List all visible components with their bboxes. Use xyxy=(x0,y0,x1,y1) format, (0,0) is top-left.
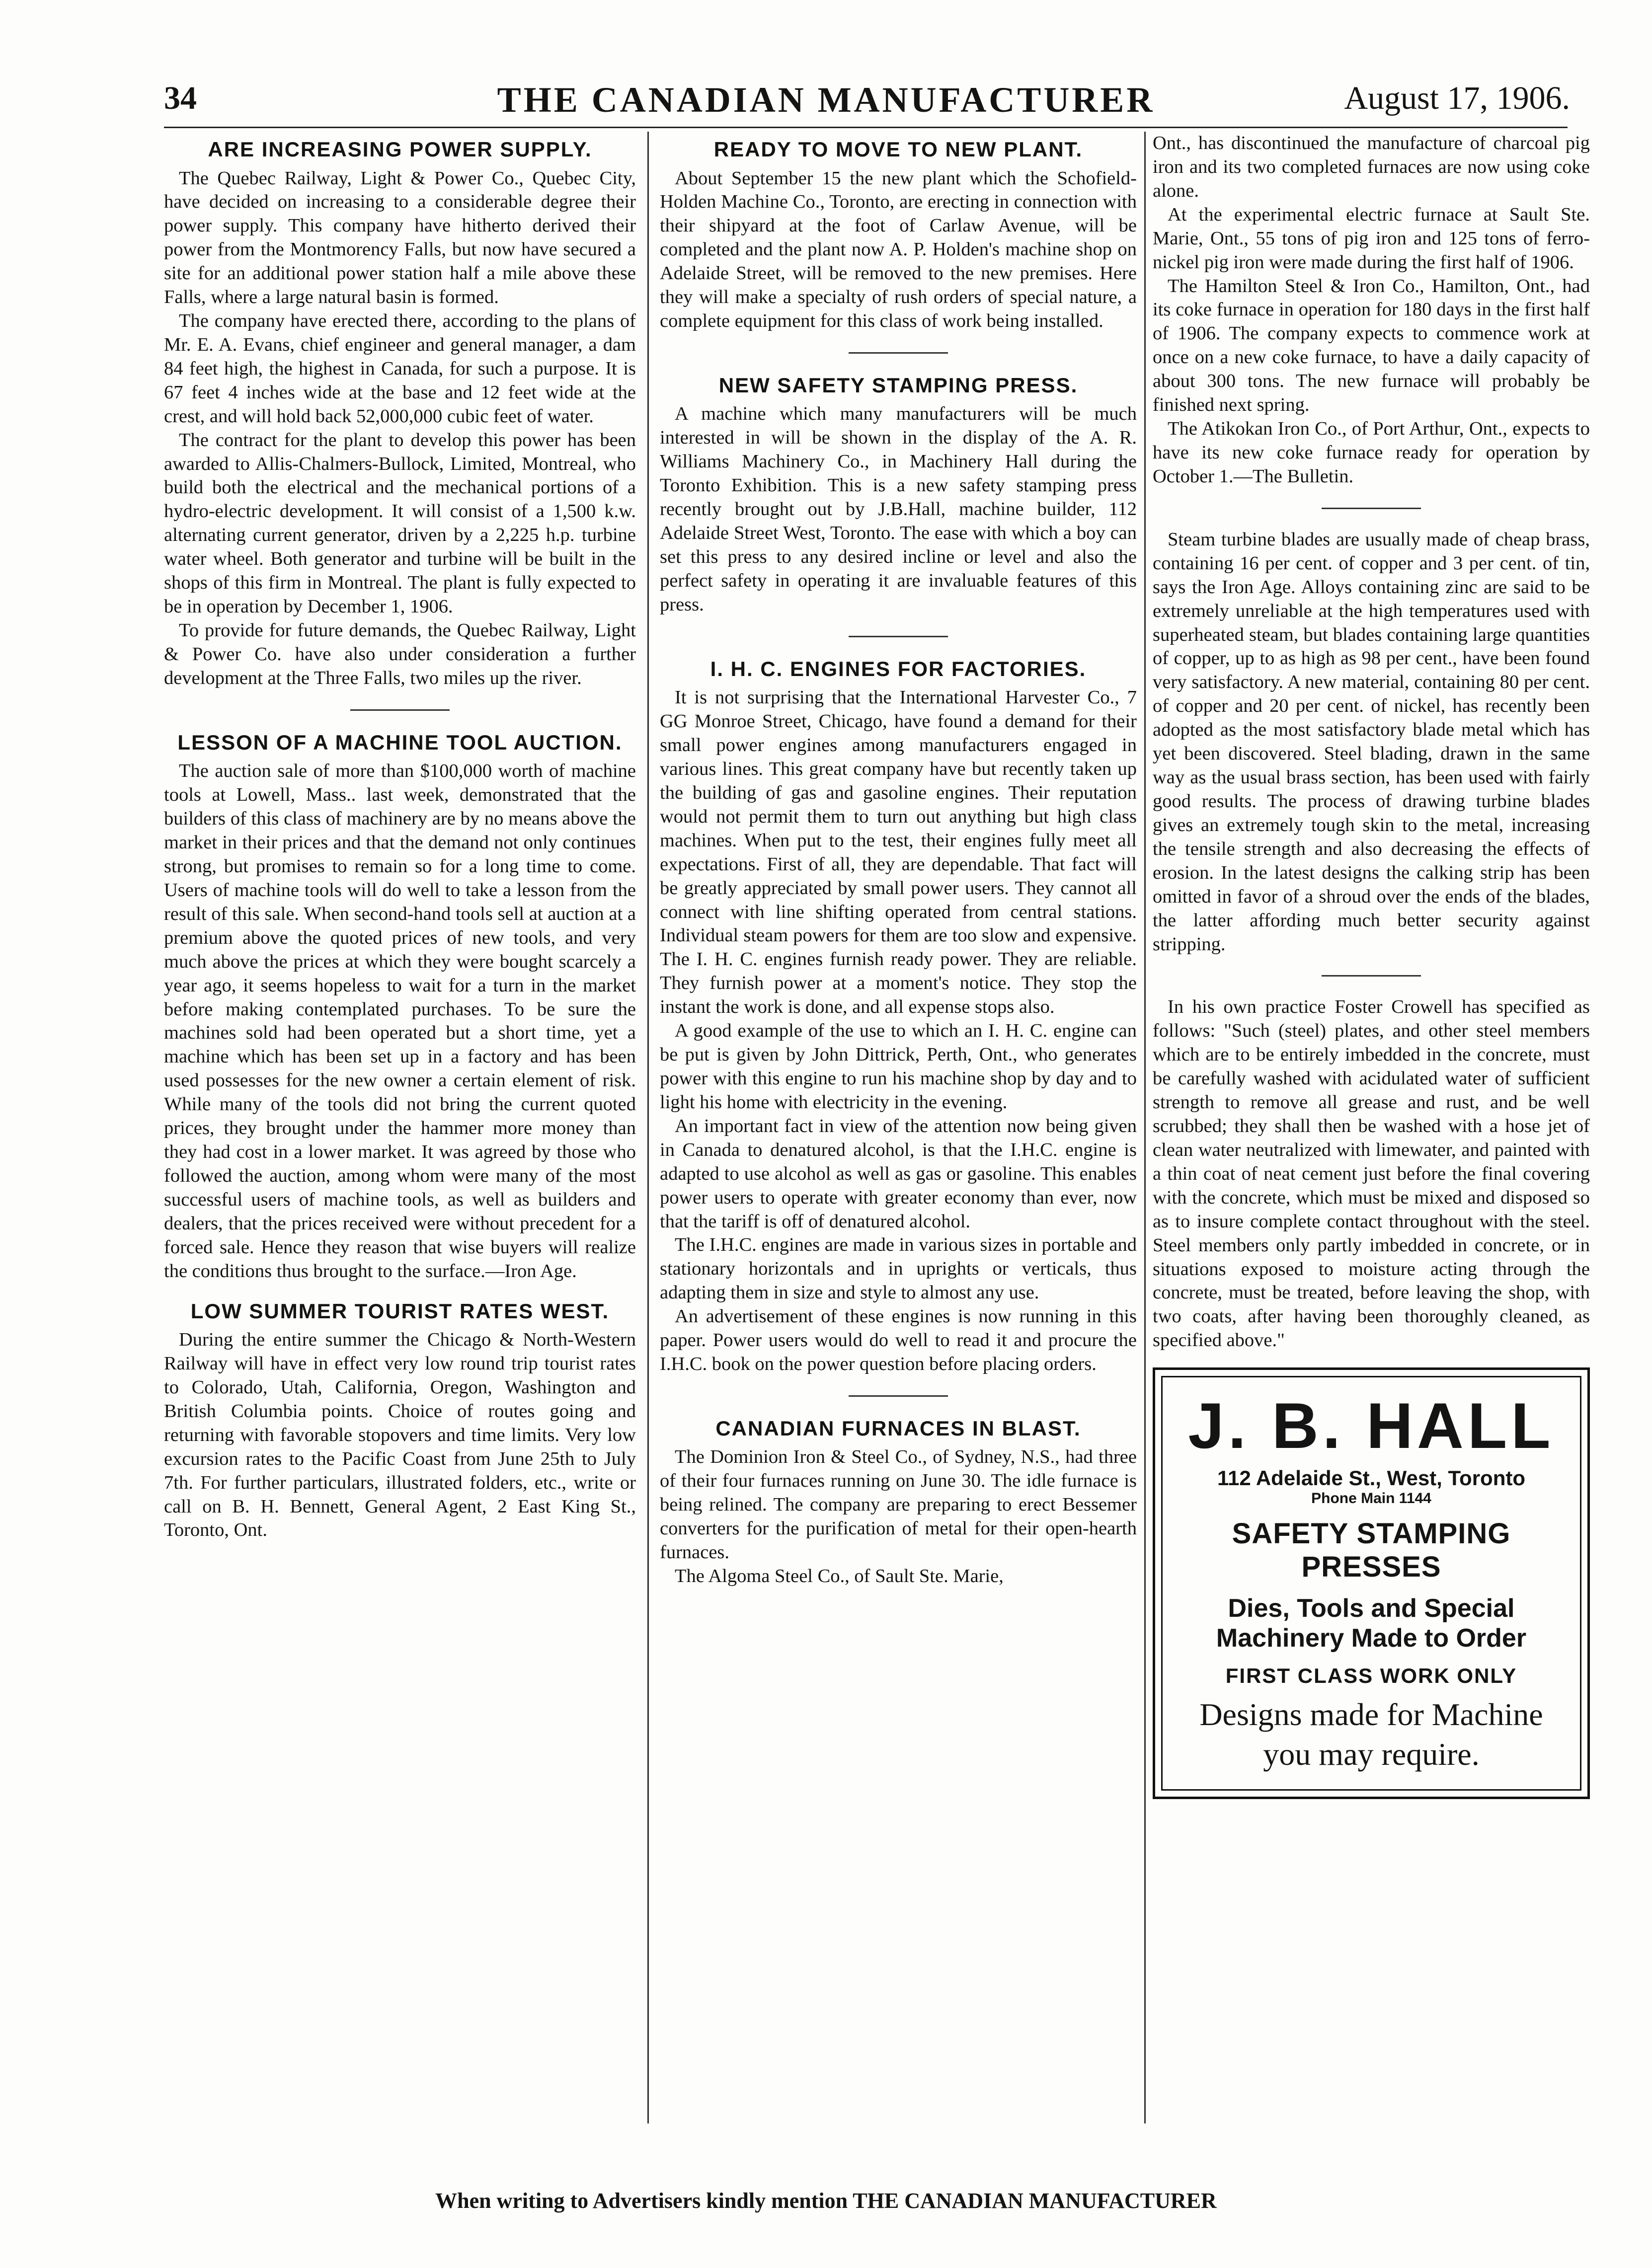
ad-quality-line: FIRST CLASS WORK ONLY xyxy=(1225,1664,1517,1688)
article-stamping-press xyxy=(660,373,1137,617)
column-2 xyxy=(660,132,1137,1603)
article-paragraph: An advertisement of these engines is now running in this paper. Power users would do well to read it and procure the I.H.C. book on the power question before placing orders. xyxy=(660,1306,1137,1375)
ad-designs-line: Designs made for Machine you may require. xyxy=(1199,1697,1543,1772)
masthead: THE CANADIAN MANUFACTURER xyxy=(497,80,1155,120)
article-machine-tool-auction xyxy=(164,730,636,1284)
article-title: NEW SAFETY STAMPING PRESS. xyxy=(718,373,1078,397)
article-paragraph: The Algoma Steel Co., of Sault Ste. Marie, xyxy=(675,1566,1004,1587)
article-paragraph: The Hamilton Steel & Iron Co., Hamilton, Ont., had its coke furnace in operation for 180 days in the first half of 1906. The company expects to commence work at once on a new coke furnace, to have a daily capacity of about 300 tons. The new furnace will probably be finished next spring. xyxy=(1153,275,1590,416)
article-paragraph: The Quebec Railway, Light & Power Co., Quebec City, have decided on increasing to a considerable degree their power supply. This company have hitherto derived their power from the Montmorency Falls, but now have secured a site for an additional power station half a mile above these Falls, where a large natural basin is formed. xyxy=(164,167,636,308)
article-paragraph: It is not surprising that the International Harvester Co., 7 GG Monroe Street, Chicago, have found a demand for their small power engines among manufacturers engaged in various lines. This great company have but recently taken up the building of gas and gasoline engines. Their reputation would not permit them to turn out anything but high class machines. When put to the test, their engines fully meet all expectations. First of all, they are dependable. That fact will be greatly appreciated by small power users. They cannot all connect with line shifting operated from central stations. Individual steam powers for them are too slow and expensive. The I. H. C. engines furnish ready power. They are reliable. They furnish power at a moment's notice. They stop the instant the work is done, and all expense stops also. xyxy=(660,687,1137,1018)
article-paragraph: To provide for future demands, the Quebec Railway, Light & Power Co. have also under consideration a further development at the Three Falls, two miles up the river. xyxy=(164,620,636,688)
ad-phone: Phone Main 1144 xyxy=(1311,1490,1431,1507)
article-paragraph: The Atikokan Iron Co., of Port Arthur, Ont., expects to have its new coke furnace ready for operation by October 1.—The Bulletin. xyxy=(1153,418,1590,487)
page-header xyxy=(0,79,1652,129)
article-paragraph: An important fact in view of the attention now being given in Canada to denatured alcohol, is that the I.H.C. engine is adapted to use alcohol as well as gas or gasoline. This enables power users to operate with greater economy than ever, now that the tariff is off of denatured alcohol. xyxy=(660,1115,1137,1232)
article-furnaces-continued xyxy=(1153,132,1590,489)
column-3 xyxy=(1153,132,1590,1799)
article-paragraph: The contract for the plant to develop this power has been awarded to Allis-Chalmers-Bullock, Limited, Montreal, who build both the electrical and the mechanical portions of a hydro-electric development. It will consist of a 1,500 k.w. alternating current generator, driven by a 2,225 h.p. turbine water wheel. Both generator and turbine will be built in the shops of this firm in Montreal. The plant is fully expected to be in operation by December 1, 1906. xyxy=(164,429,636,617)
article-title: LESSON OF A MACHINE TOOL AUCTION. xyxy=(177,730,623,754)
advertisement-jb-hall xyxy=(1153,1367,1590,1799)
article-ihc-engines xyxy=(660,656,1137,1376)
column-divider xyxy=(647,132,649,2123)
article-paragraph: Ont., has discontinued the manufacture of charcoal pig iron and its two completed furnaces are now using coke alone. xyxy=(1153,133,1590,201)
page-footer: When writing to Advertisers kindly mention THE CANADIAN MANUFACTURER xyxy=(435,2189,1217,2213)
header-rule xyxy=(164,127,1568,128)
article-new-plant xyxy=(660,137,1137,333)
article-title: ARE INCREASING POWER SUPPLY. xyxy=(208,138,592,161)
article-title: CANADIAN FURNACES IN BLAST. xyxy=(715,1416,1081,1440)
separator-rule xyxy=(350,709,450,711)
ad-services-line: Dies, Tools and Special Machinery Made to Order xyxy=(1216,1594,1527,1653)
article-paragraph: The Dominion Iron & Steel Co., of Sydney, N.S., had three of their four furnaces running on June 30. The idle furnace is being relined. The company are preparing to erect Bessemer converters for the purification of metal for their open-hearth furnaces. xyxy=(660,1446,1137,1563)
article-title: LOW SUMMER TOURIST RATES WEST. xyxy=(190,1299,610,1323)
separator-rule xyxy=(849,352,948,354)
article-steel-concrete xyxy=(1153,995,1590,1353)
article-power-supply xyxy=(164,137,636,690)
issue-date: August 17, 1906. xyxy=(1344,80,1570,116)
ad-address: 112 Adelaide St., West, Toronto xyxy=(1217,1466,1525,1490)
article-paragraph: Steam turbine blades are usually made of cheap brass, containing 16 per cent. of copper and 3 per cent. of tin, says the Iron Age. Alloys containing zinc are said to be extremely unreliable at the high temperatures used with superheated steam, but blades containing large quantities of copper, up to as high as 98 per cent., have been found very satisfactory. A new material, containing 80 per cent. of copper and 20 per cent. of nickel, has recently been adopted as the most satisfactory blade metal which has yet been discovered. Steel blading, drawn in the same way as the usual brass section, has been used with fairly good results. The process of drawing turbine blades gives an extremely tough skin to the metal, increasing the tensile strength and also decreasing the effects of erosion. In the latest designs the calking strip has been omitted in favor of a shroud over the ends of the blades, the latter affording much better security against stripping. xyxy=(1153,529,1590,955)
article-paragraph: A machine which many manufacturers will be much interested in will be shown in the display of the A. R. Williams Machinery Co., in Machinery Hall during the Toronto Exhibition. This is a new safety stamping press recently brought out by J.B.Hall, machine builder, 112 Adelaide Street West, Toronto. The ease with which a boy can set this press to any desired incline or level and also the perfect safety in operating it are invaluable features of this press. xyxy=(660,403,1137,615)
article-title: I. H. C. ENGINES FOR FACTORIES. xyxy=(710,657,1087,680)
advertisement-frame xyxy=(1161,1376,1581,1791)
article-title: READY TO MOVE TO NEW PLANT. xyxy=(713,138,1083,161)
ad-company-name: J. B. HALL xyxy=(1188,1389,1555,1462)
column-divider xyxy=(1144,132,1146,2123)
separator-rule xyxy=(849,1395,948,1397)
separator-rule xyxy=(849,636,948,637)
article-paragraph: About September 15 the new plant which the Schofield-Holden Machine Co., Toronto, are erecting in connection with their shipyard at the foot of Carlaw Avenue, will be completed and the plant now A. P. Holden's machine shop on Adelaide Street, will be removed to the new premises. Here they will make a specialty of rush orders of special nature, a complete equipment for this class of work being installed. xyxy=(660,167,1137,332)
column-1 xyxy=(164,132,636,1557)
ad-product-line: SAFETY STAMPING PRESSES xyxy=(1232,1517,1511,1584)
separator-rule xyxy=(1322,508,1421,509)
article-paragraph: During the entire summer the Chicago & North-Western Railway will have in effect very low round trip tourist rates to Colorado, Utah, California, Oregon, Washington and British Columbia points. Choice of routes going and returning with favorable stopovers and time limits. Very low excursion rates to the Pacific Coast from June 25th to July 7th. For further particulars, illustrated folders, etc., write or call on B. H. Bennett, General Agent, 2 East King St., Toronto, Ont. xyxy=(164,1329,636,1541)
article-paragraph: A good example of the use to which an I. H. C. engine can be put is given by John Dittrick, Perth, Ont., who generates power with this engine to run his machine shop by day and to light his home with electricity in the evening. xyxy=(660,1020,1137,1113)
page-number: 34 xyxy=(164,80,197,116)
article-furnaces xyxy=(660,1416,1137,1588)
article-turbine-blades xyxy=(1153,528,1590,957)
article-paragraph: The company have erected there, according to the plans of Mr. E. A. Evans, chief engineer and general manager, a dam 84 feet high, the highest in Canada, for such a purpose. It is 67 feet 4 inches wide at the base and 12 feet wide at the crest, and will hold back 52,000,000 cubic feet of water. xyxy=(164,310,636,427)
article-paragraph: The I.H.C. engines are made in various sizes in portable and stationary horizontals and in uprights or verticals, thus adapting them in size and style to almost any use. xyxy=(660,1234,1137,1303)
article-tourist-rates xyxy=(164,1298,636,1543)
article-paragraph: The auction sale of more than $100,000 worth of machine tools at Lowell, Mass.. last week, demonstrated that the builders of this class of machinery are by no means above the market in their prices and that the demand not only continues strong, but promises to remain so for a long time to come. Users of machine tools will do well to take a lesson from the result of this sale. When second-hand tools sell at auction at a premium above the quoted prices of new tools, and very much above the prices at which they were bought scarcely a year ago, it seems hopeless to wait for a turn in the market before making contemplated purchases. To be sure the machines sold had been operated but a short time, yet a machine which has been set up in a factory and has been used possesses for the new owner a certain element of risk. While many of the tools did not bring the current quoted prices, they brought under the hammer more money than they had cost in a lower market. It was agreed by those who followed the auction, among whom were many of the most successful users of machine tools, as well as builders and dealers, that the prices received were without precedent for a forced sale. Hence they reason that wise buyers will realize the conditions thus brought to the surface.—Iron Age. xyxy=(164,760,636,1282)
article-paragraph: At the experimental electric furnace at Sault Ste. Marie, Ont., 55 tons of pig iron and 125 tons of ferro-nickel pig iron were made during the first half of 1906. xyxy=(1153,204,1590,273)
article-paragraph: In his own practice Foster Crowell has specified as follows: "Such (steel) plates, and other steel members which are to be entirely imbedded in the concrete, must be carefully washed with acidulated water of sufficient strength to remove all grease and rust, and be well scrubbed; they shall then be washed with a hose jet of clean water neutralized with limewater, and painted with a thin coat of neat cement just before the final covering with the concrete, which must be mixed and disposed so as to insure complete contact throughout with the steel. Steel members only partly imbedded in concrete, or in situations exposed to moisture acting through the concrete, must be treated, before leaving the shop, with two coats, after having been thoroughly cleaned, as specified above." xyxy=(1153,996,1590,1351)
separator-rule xyxy=(1322,975,1421,977)
